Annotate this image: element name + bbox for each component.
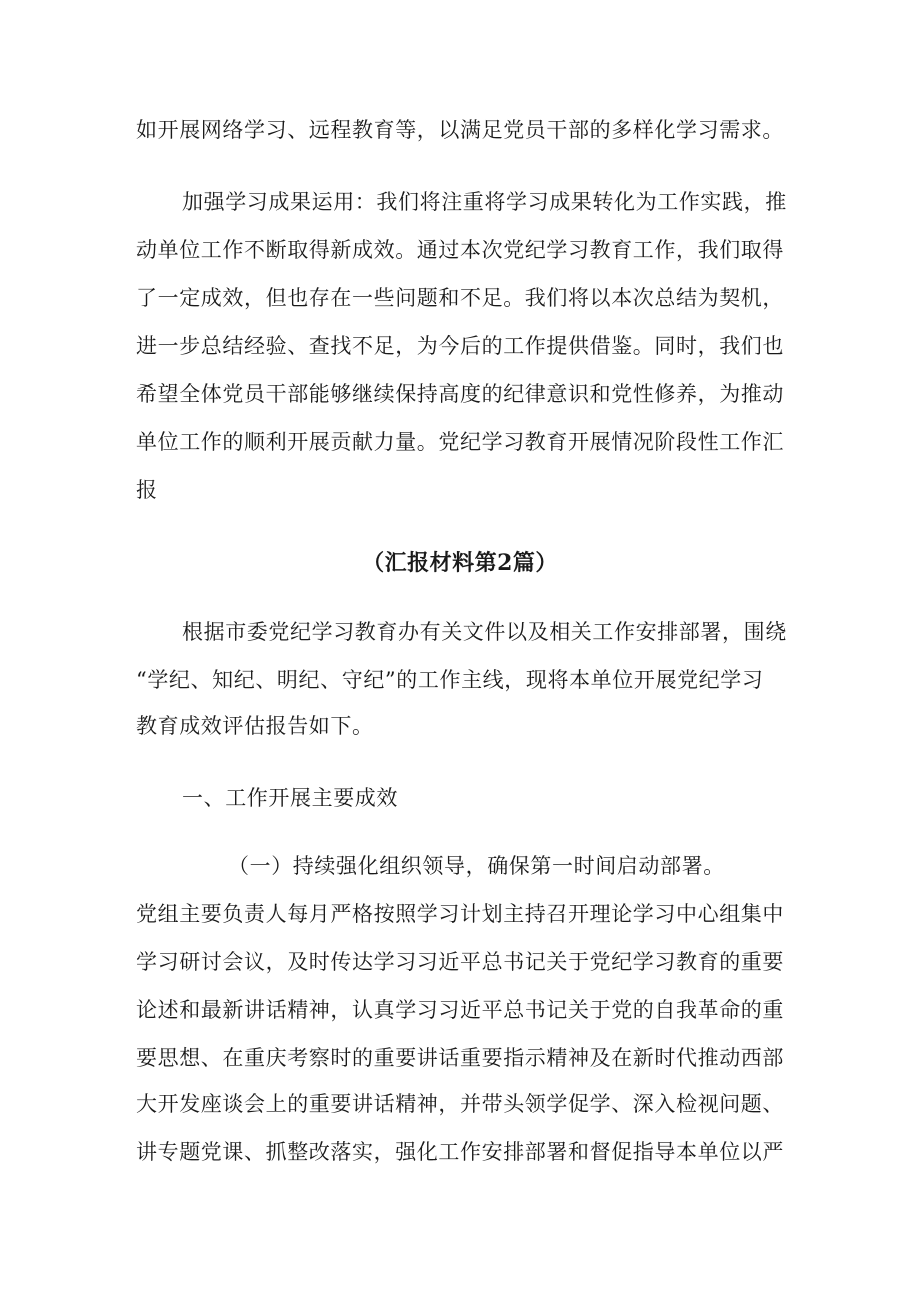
paragraph-line: 论述和最新讲话精神，认真学习习近平总书记关于党的自我革命的重 [136, 998, 784, 1022]
paragraph-line: 要思想、在重庆考察时的重要讲话重要指示精神及在新时代推动西部 [136, 1046, 784, 1070]
paragraph-line: 报 [136, 478, 158, 502]
paragraph-line: 根据市委党纪学习教育办有关文件以及相关工作安排部署，围绕 [182, 620, 787, 644]
paragraph-line: 学习研讨会议，及时传达学习习近平总书记关于党纪学习教育的重要 [136, 950, 784, 974]
heading-level-2: （一）持续强化组织领导，确保第一时间启动部署。 [228, 854, 725, 878]
paragraph-line: 希望全体党员干部能够继续保持高度的纪律意识和党性修养，为推动 [136, 382, 784, 406]
paragraph-line: 教育成效评估报告如下。 [136, 714, 374, 738]
heading-level-1: 一、工作开展主要成效 [182, 786, 398, 810]
paragraph-line: 了一定成效，但也存在一些问题和不足。我们将以本次总结为契机， [136, 286, 784, 310]
paragraph-line: 讲专题党课、抓整改落实，强化工作安排部署和督促指导本单位以严 [136, 1140, 784, 1164]
paragraph-line: 进一步总结经验、查找不足，为今后的工作提供借鉴。同时，我们也 [136, 334, 784, 358]
paragraph-line: 单位工作的顺利开展贡献力量。党纪学习教育开展情况阶段性工作汇 [136, 430, 784, 454]
paragraph-line: 党组主要负责人每月严格按照学习计划主持召开理论学习中心组集中 [136, 902, 784, 926]
paragraph-line: 加强学习成果运用：我们将注重将学习成果转化为工作实践，推 [182, 190, 787, 214]
paragraph-line: 如开展网络学习、远程教育等，以满足党员干部的多样化学习需求。 [136, 118, 784, 142]
paragraph-line: 大开发座谈会上的重要讲话精神，并带头领学促学、深入检视问题、 [136, 1092, 784, 1116]
paragraph-line: 动单位工作不断取得新成效。通过本次党纪学习教育工作，我们取得 [136, 238, 784, 262]
section-title: （汇报材料第2篇） [362, 550, 558, 576]
paragraph-line: “学纪、知纪、明纪、守纪”的工作主线，现将本单位开展党纪学习 [136, 668, 764, 692]
